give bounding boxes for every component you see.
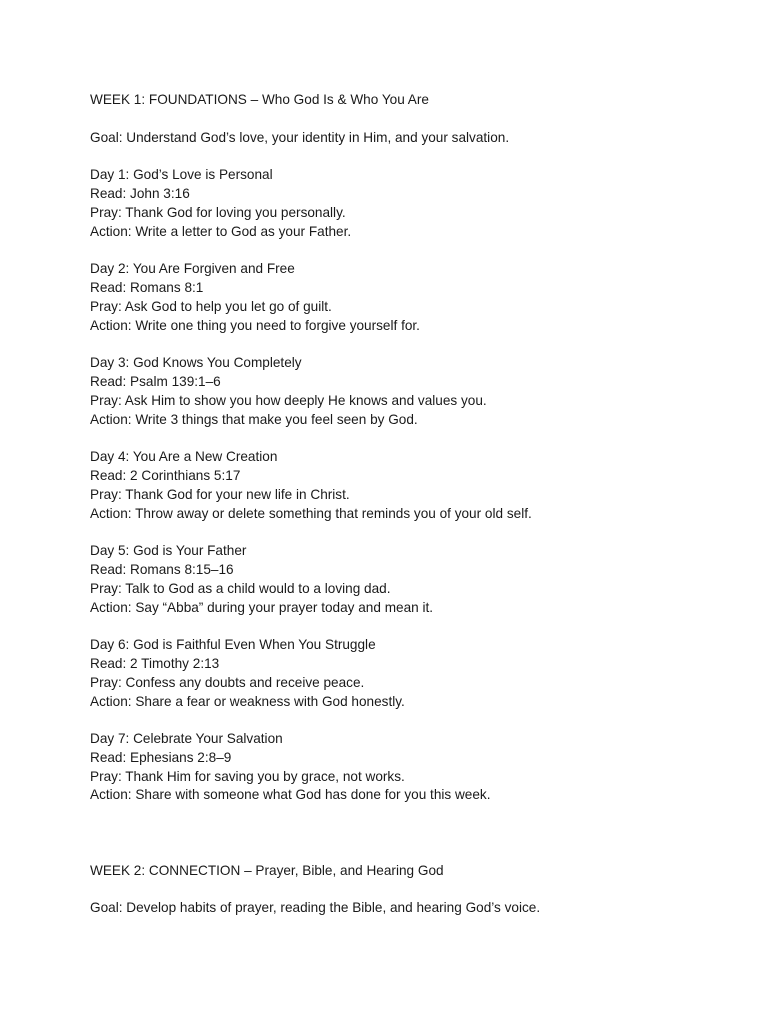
day-action: Action: Write a letter to God as your Father. <box>90 223 352 239</box>
day-5-block <box>90 542 750 617</box>
day-title: Day 3: God Knows You Completely <box>90 355 302 371</box>
day-title: Day 6: God is Faithful Even When You Struggle <box>90 637 376 653</box>
day-action: Action: Share a fear or weakness with God honestly. <box>90 693 405 709</box>
day-7-block <box>90 730 750 805</box>
day-6-block <box>90 636 750 711</box>
day-pray: Pray: Thank Him for saving you by grace, not works. <box>90 768 405 784</box>
day-2-block <box>90 260 750 335</box>
week-1-goal: Goal: Understand God’s love, your identity in Him, and your salvation. <box>90 129 510 145</box>
day-3-block <box>90 354 750 429</box>
day-read: Read: John 3:16 <box>90 185 190 201</box>
day-title: Day 2: You Are Forgiven and Free <box>90 261 295 277</box>
week-1-heading: WEEK 1: FOUNDATIONS – Who God Is & Who You Are <box>90 92 429 107</box>
day-read: Read: 2 Timothy 2:13 <box>90 655 220 671</box>
day-read: Read: Romans 8:1 <box>90 279 204 295</box>
day-read: Read: Romans 8:15–16 <box>90 561 234 577</box>
week-2-goal: Goal: Develop habits of prayer, reading the Bible, and hearing God’s voice. <box>90 900 541 916</box>
day-action: Action: Throw away or delete something that reminds you of your old self. <box>90 505 532 521</box>
day-read: Read: 2 Corinthians 5:17 <box>90 467 241 483</box>
day-1-block <box>90 166 750 241</box>
day-pray: Pray: Thank God for your new life in Christ. <box>90 486 350 502</box>
day-pray: Pray: Ask Him to show you how deeply He knows and values you. <box>90 392 487 408</box>
week-2-heading: WEEK 2: CONNECTION – Prayer, Bible, and Hearing God <box>90 862 444 878</box>
document-page <box>90 91 750 918</box>
day-action: Action: Share with someone what God has done for you this week. <box>90 787 491 803</box>
day-read: Read: Ephesians 2:8–9 <box>90 749 232 765</box>
day-pray: Pray: Confess any doubts and receive peace. <box>90 674 365 690</box>
day-action: Action: Say “Abba” during your prayer today and mean it. <box>90 599 434 615</box>
day-title: Day 1: God’s Love is Personal <box>90 167 273 183</box>
day-title: Day 4: You Are a New Creation <box>90 449 278 465</box>
day-title: Day 7: Celebrate Your Salvation <box>90 731 283 747</box>
day-action: Action: Write one thing you need to forgive yourself for. <box>90 317 420 333</box>
day-pray: Pray: Talk to God as a child would to a loving dad. <box>90 580 391 596</box>
day-read: Read: Psalm 139:1–6 <box>90 373 221 389</box>
day-pray: Pray: Ask God to help you let go of guilt. <box>90 298 332 314</box>
day-pray: Pray: Thank God for loving you personally. <box>90 204 346 220</box>
day-4-block <box>90 448 750 523</box>
day-title: Day 5: God is Your Father <box>90 543 247 559</box>
day-action: Action: Write 3 things that make you feel seen by God. <box>90 411 418 427</box>
